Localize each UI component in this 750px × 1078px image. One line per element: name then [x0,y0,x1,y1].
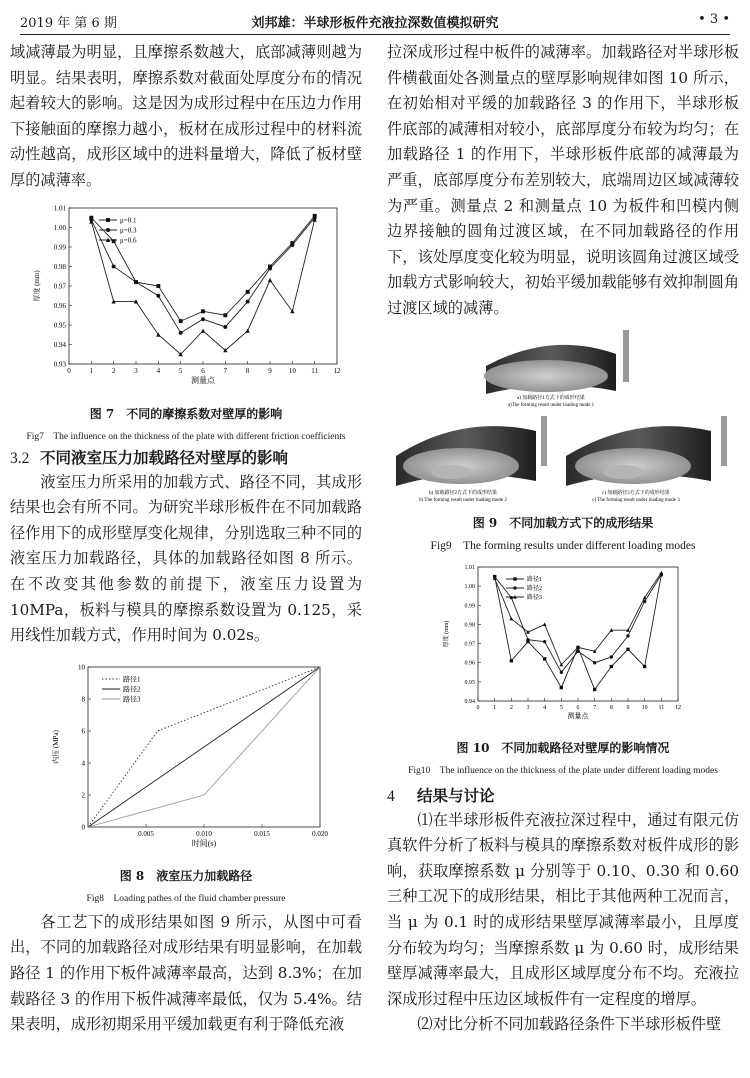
y-tick-label: 0.96 [464,660,475,667]
data-point [593,661,596,664]
x-tick-label: 5 [559,704,563,711]
data-point [626,647,629,650]
data-point [156,284,160,288]
data-point [560,685,563,688]
paragraph: ⑴在半球形板件充液拉深过程中，通过有限元仿真软件分析了板料与模具的摩擦系数对板件成形的影响，获取摩擦系数 μ 分别等于 0.10、0.30 和 0.60 三种工况下的成形结果，相比于其他两种工况而言，当 μ 为 0.1 时的成形结果壁厚减薄率最小，且厚度分布较为均匀；当摩擦系数 μ 为 0.60 时，成形结果壁厚减薄率最大，且成形区域厚度分布不均。充液拉深成形过程中压边区域板件有一定程度的增厚。 [387,810,739,1008]
legend-marker [106,218,110,222]
fig7-caption-zh: 图 7 不同的摩擦系数对壁厚的影响 [89,406,283,421]
figure-8 [10,659,362,904]
x-tick-label: 10 [288,366,296,375]
x-tick-label: 6 [201,366,205,375]
legend-label: 路径1 [123,675,141,684]
x-tick-label: 0.020 [312,829,328,838]
x-tick-label: 3 [526,704,530,711]
figure-7 [10,202,362,442]
y-tick-label: 0.97 [464,641,475,648]
fig8-caption-zh: 图 8 液室压力加载路径 [119,868,253,883]
fig10-caption-zh: 图 10 不同加载路径对壁厚的影响情况 [456,740,670,755]
x-axis-label: 测量点 [567,711,589,720]
x-tick-label: 0.015 [254,829,270,838]
y-tick-label: 0.94 [464,698,475,705]
data-point [543,640,546,643]
y-tick-label: 1.00 [53,223,66,232]
data-point [643,664,646,667]
data-point [246,299,250,303]
fig9-sub-c-zh: c) 加载路径3方式下的成形结果 [601,490,670,496]
data-point [543,657,546,660]
fig9-sub-b-en: b) The forming result under loading mode 2 [418,497,507,503]
fig10-chart [438,561,688,731]
fig9-sub-a-zh: a) 加载路径1方式下的成形结果 [516,395,585,401]
data-point [112,264,116,268]
article-title: 刘邦雄：半球形板件充液拉深数值模拟研究 [251,16,499,31]
data-point [610,664,613,667]
paragraph: 拉深成形过程中板件的减薄率。加载路径对半球形板件横截面处各测量点的壁厚影响规律如图 10 所示，在初始相对平缓的加载路径 3 的作用下，半球形板件底部的减薄相对较小，底部厚度分布较为均匀；在加载路径 1 的作用下，半球形板件底部的减薄最为严重，底部厚度分布差别较大，底端周边区域减薄较为严重。测量点 2 和测量点 10 为板件和凹模内侧边界接触的圆角过渡区域，在不同加载路径的作用下，该处厚度变化较为明显，说明该圆角过渡区域受加载方式影响较大，初始平缓加载能够有效抑制圆角过渡区域的减薄。 [387,43,739,317]
data-point [610,655,613,658]
fig8-caption-en: Fig8 Loading pathes of the fluid chamber pressure [86,893,286,904]
y-tick-label: 0.96 [53,301,66,310]
x-tick-label: 7 [593,704,597,711]
section-title: 不同液室压力加载路径对壁厚的影响 [40,448,289,467]
y-tick-label: 0.98 [464,621,475,628]
section-number: 4 [387,787,395,805]
legend-label: μ=0.3 [120,225,137,234]
y-tick-label: 0.95 [464,679,475,686]
x-tick-label: 10 [641,704,648,711]
y-tick-label: 0.99 [464,602,475,609]
x-tick-label: 0 [476,704,480,711]
x-tick-label: 3 [134,366,138,375]
y-tick-label: 0.99 [53,242,66,251]
fig9-sub-a-en: a)The forming result under loading mode 1 [507,402,594,408]
y-tick-label: 0 [81,823,85,832]
paragraph: 各工艺下的成形结果如图 9 所示，从图中可看出，不同的加载路径对成形结果有明显影响，在加载路径 1 的作用下板件减薄率最高，达到 8.3%；在加载路径 3 的作用下板件减薄率最低，仅为 5.4%。结果表明，成形初期采用平缓加载更有利于降低充液 [10,912,362,1034]
x-tick-label: 9 [268,366,272,375]
figure-9 [387,326,739,553]
fig10-caption-en: Fig10 The influence on the thickness of the plate under different loading modes [408,765,718,776]
y-tick-label: 2 [81,791,85,800]
y-tick-label: 0.95 [53,320,66,329]
data-point [509,616,513,620]
data-point [510,659,513,662]
data-point [246,289,250,293]
y-tick-label: 0.98 [53,262,66,271]
legend-label: 路径2 [527,585,543,592]
fig7-chart [21,202,351,397]
paragraph: 液室压力所采用的加载方式、路径不同，其成形结果也会有所不同。为研究半球形板件在不同加载路径作用下的成形壁厚变化规律，分别选取三种不同的液室压力加载路径，具体的加载路径如图 8 所示。在不改变其他参数的前提下，液室压力设置为 10MPa，板料与模具的摩擦系数设置为 0.125，采用线性加载方式，作用时间为 0.02s。 [10,472,362,645]
fig9-subfigure-b [396,416,547,503]
running-header [20,8,730,35]
fig8-chart [36,659,336,859]
legend-marker [106,228,110,232]
page-number: • 3 • [698,12,730,27]
x-axis-label: 时间(s) [191,838,217,848]
data-point [526,638,529,641]
color-legend-bar [541,416,547,466]
data-point [223,313,227,317]
y-tick-label: 1.01 [53,203,66,212]
y-tick-label: 0.97 [53,281,66,290]
y-tick-label: 8 [81,695,85,704]
x-tick-label: 5 [178,366,183,375]
data-point [626,634,629,637]
fig9-caption-zh: 图 9 不同加载方式下的成形结果 [472,515,654,530]
issue-label: 2019 年 第 6 期 [20,16,117,31]
right-column [387,40,739,1038]
data-point [223,325,227,329]
fig7-caption-en: Fig7 The influence on the thickness of the plate with different friction coefficients [26,431,346,442]
fig9-sub-c-en: c) The forming result under loading mode 3 [591,497,680,503]
data-point [290,243,294,247]
legend-label: μ=0.1 [120,215,137,224]
legend-label: μ=0.6 [120,235,137,244]
data-point [510,595,513,598]
color-legend-bar [721,416,727,466]
data-point [156,293,160,297]
data-point [576,649,579,652]
data-point [246,328,250,332]
y-tick-label: 0.93 [53,359,66,368]
legend-label: 路径3 [527,594,543,601]
x-tick-label: 0 [67,366,71,375]
data-point [593,687,596,690]
section-title: 结果与讨论 [417,786,495,805]
y-axis-label: 内压 (MPa) [52,729,60,764]
paragraph: 域减薄最为明显，且摩擦系数越大，底部减薄则越为明显。结果表明，摩擦系数对截面处厚度分布的情况起着较大的影响。这是因为成形过程中在压边力作用下接触面的摩擦力越小，板材在成形过程中的材料流动性越高，成形区域中的进料量增大，降低了板材壁厚的减薄率。 [10,43,362,189]
data-point [134,280,138,284]
x-tick-label: 11 [311,366,319,375]
legend-marker [513,577,516,580]
y-tick-label: 1.01 [464,564,475,571]
paragraph: ⑵对比分析不同加载路径条件下半球形板件壁 [417,1015,722,1034]
fig9-forming-results [391,326,736,506]
x-tick-label: 7 [223,366,228,375]
fig9-caption-en: Fig9 The forming results under different loading modes [430,539,696,552]
x-tick-label: 0.005 [138,829,154,838]
y-axis-label: 厚度 (mm) [33,269,41,302]
legend-label: 路径2 [123,685,141,694]
series-line [495,574,662,689]
x-tick-label: 4 [543,704,547,711]
y-tick-label: 10 [78,663,85,672]
color-legend-bar [623,330,629,382]
x-tick-label: 1 [89,366,94,375]
legend-marker [513,586,516,589]
y-tick-label: 0.94 [53,340,66,349]
x-tick-label: 1 [493,704,497,711]
data-point [179,319,183,323]
figure-10 [387,561,739,776]
data-point [543,622,547,626]
x-tick-label: 12 [333,366,341,375]
data-point [268,266,272,270]
data-point [179,330,183,334]
fig9-subfigure-a [484,330,629,408]
y-axis-label: 厚度 (mm) [444,620,450,647]
plot-frame [478,567,678,701]
x-tick-label: 8 [609,704,613,711]
data-point [201,328,205,332]
data-point [659,570,663,574]
legend-label: 路径3 [123,695,141,704]
data-point [560,670,563,673]
y-tick-label: 6 [81,727,85,736]
x-tick-label: 11 [658,704,665,711]
x-axis-label: 测量点 [191,375,215,385]
data-point [268,277,272,281]
data-point [201,317,205,321]
section-number: 3.2 [10,449,30,467]
y-tick-label: 1.00 [464,583,475,590]
x-tick-label: 2 [509,704,513,711]
x-tick-label: 8 [245,366,250,375]
y-tick-label: 4 [81,759,85,768]
x-tick-label: 4 [156,366,161,375]
data-point [201,309,205,313]
fig9-subfigure-c [566,416,727,503]
fig9-sub-b-zh: b) 加载路径2方式下的成形结果 [428,490,497,496]
left-column [10,40,362,1038]
section-4-heading [387,784,739,806]
section-3-2-heading [10,446,362,468]
series-line [91,217,314,332]
x-tick-label: 6 [576,704,580,711]
x-tick-label: 0.010 [196,829,212,838]
x-tick-label: 9 [626,704,630,711]
x-tick-label: 12 [675,704,681,711]
x-tick-label: 2 [111,366,116,375]
legend-label: 路径1 [527,576,543,583]
